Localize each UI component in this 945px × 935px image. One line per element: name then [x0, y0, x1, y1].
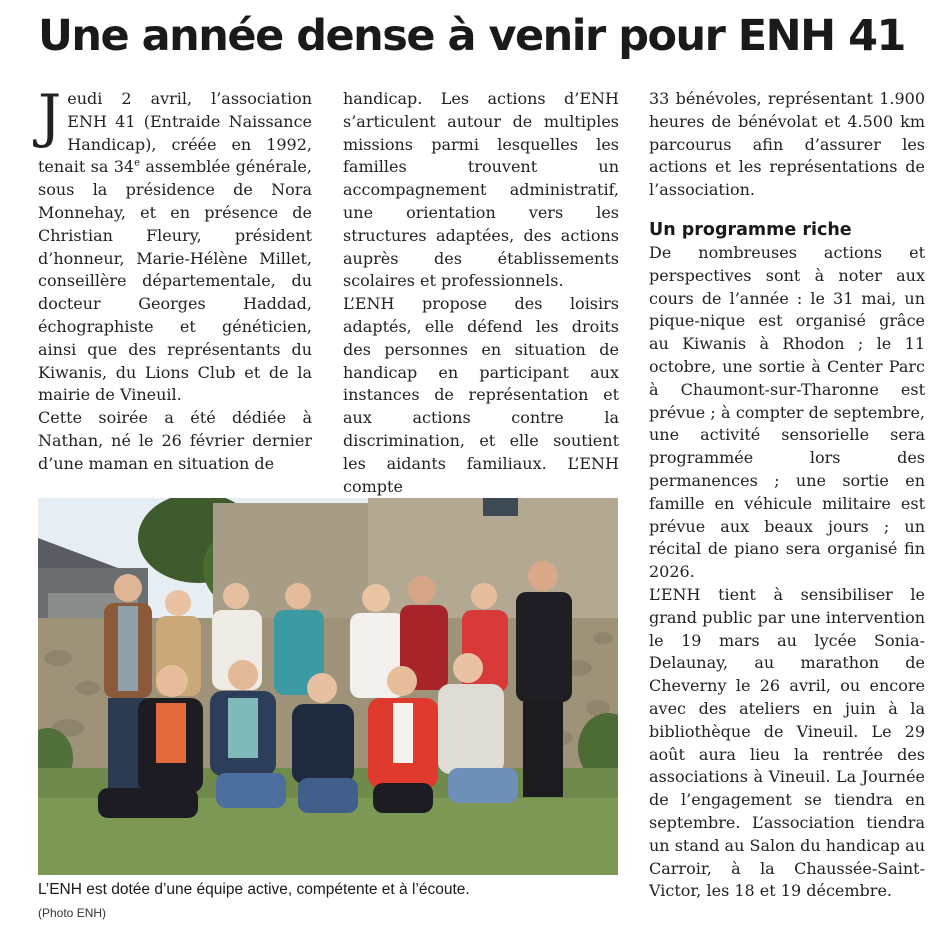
paragraph: L’ENH tient à sensibiliser le grand public par une intervention le 19 mars au lycée Sonia-Delaunay, au marathon de Cheverny le 26 avril, ou encore avec des ateliers en juin à la bibliothèque de Vineuil. Le 29 août aura lieu la rentrée des associations à Vineuil. La Journée de l’engagement se tiendra en septembre. L’association tiendra un stand au Salon du handicap au Carroir, à la Chaussée-Saint-Victor, les 18 et 19 décembre.	[649, 584, 925, 901]
paragraph-text: assemblée générale, sous la présidence de Nora Monnehay, et en présence de Christian Fleury, président d’honneur, Marie-Hélène Millet, conseillère départementale, du docteur Georges Haddad, échographiste et généticien, ainsi que des représentants du Kiwanis, du Lions Club et de la mairie de Vineuil.	[38, 157, 312, 405]
group-photo-illustration	[38, 498, 618, 875]
paragraph-text: eudi 2 avril, l’association ENH 41 (Entraide Naissance Handicap), créée en 1992, tenait sa 34	[38, 89, 312, 177]
group-photo	[38, 498, 618, 875]
subheading: Un programme riche	[649, 219, 852, 240]
paragraph: Cette soirée a été dédiée à Nathan, né le 26 février dernier d’une maman en situation de	[38, 408, 312, 473]
paragraph	[38, 82, 312, 407]
paragraph: 33 bénévoles, représentant 1.900 heures de bénévolat et 4.500 km parcourus afin d’assurer les actions et les représentations de l’association.	[649, 89, 925, 200]
ordinal-superscript: e	[134, 158, 141, 170]
photo-caption: L’ENH est dotée d’une équipe active, compétente et à l’écoute.	[38, 881, 470, 898]
photo-credit: (Photo ENH)	[38, 906, 107, 920]
paragraph: handicap. Les actions d’ENH s’articulent autour de multiples missions parmi lesquelles les familles trouvent un accompagnement administratif, une orientation vers les structures adaptées, des actions auprès des établissements scolaires et professionnels.	[343, 89, 619, 291]
article-column-3	[649, 88, 925, 903]
article-column-1	[38, 82, 312, 476]
paragraph: De nombreuses actions et perspectives sont à noter aux cours de l’année : le 31 mai, un pique-nique est organisé grâce au Kiwanis à Rhodon ; le 11 octobre, une sortie à Center Parc à Chaumont-sur-Tharonne est prévue ; à compter de septembre, une activité sensorielle sera programmée lors des permanences ; une sortie en famille en véhicule militaire est prévue aux beaux jours ; un récital de piano sera organisé fin 2026.	[649, 242, 925, 582]
drop-cap: J	[38, 82, 62, 150]
paragraph: L’ENH propose des loisirs adaptés, elle défend les droits des personnes en situation de handicap en participant aux instances de représentation et aux actions contre la discrimination, et elle soutient les aidants familiaux. L’ENH compte	[343, 294, 619, 496]
headline: Une année dense à venir pour ENH 41	[38, 11, 905, 61]
article-column-2	[343, 88, 619, 498]
